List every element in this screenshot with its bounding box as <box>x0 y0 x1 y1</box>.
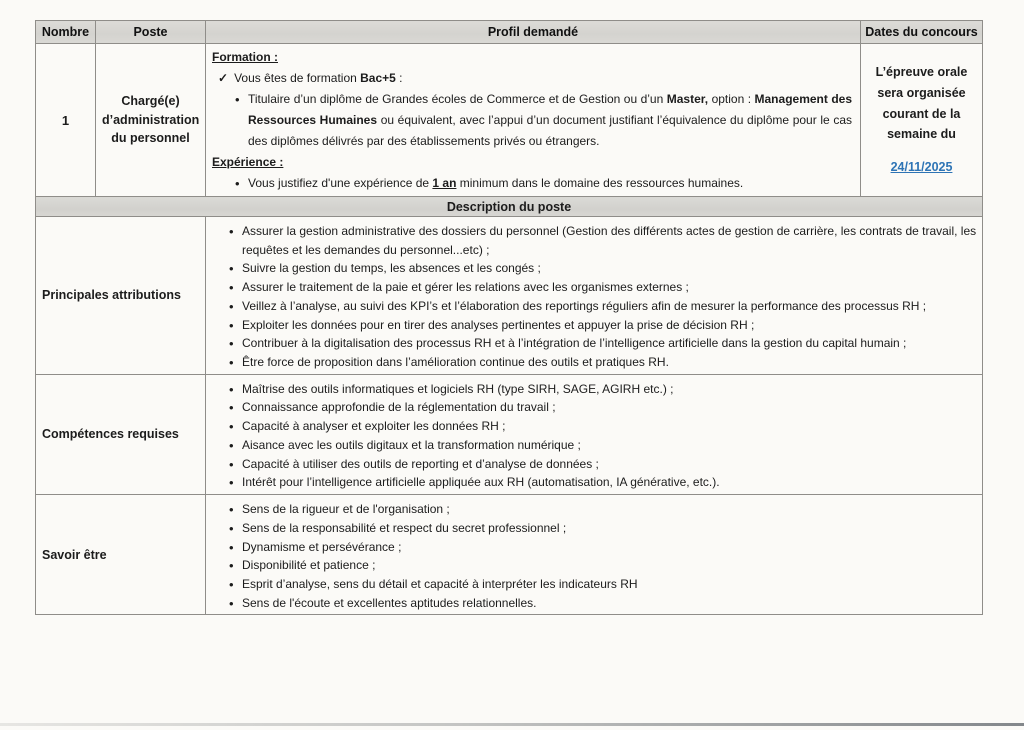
list-item: • Capacité à utiliser des outils de reporting et d’analyse de données ; <box>242 455 978 474</box>
contest-dates-cell <box>861 44 983 197</box>
competences-list <box>242 380 978 492</box>
savoir-etre-list <box>242 500 978 612</box>
description-band-row <box>36 197 983 217</box>
column-header-nombre: Nombre <box>36 21 96 44</box>
contest-dates-text: L’épreuve orale sera organisée courant de la semaine du <box>875 65 968 142</box>
list-item: • Assurer la gestion administrative des dossiers du personnel (Gestion des différents actes de gestion de carrière, les contrats de travail, les requêtes et les demandes du personnel...etc) ; <box>242 222 978 259</box>
list-item: • Aisance avec les outils digitaux et la transformation numérique ; <box>242 436 978 455</box>
list-item: • Être force de proposition dans l’amélioration continue des outils et pratiques RH. <box>242 353 978 372</box>
experience-bullet-list <box>248 173 852 194</box>
attributions-label: Principales attributions <box>36 217 206 375</box>
profile-requirements-cell <box>206 44 861 197</box>
column-header-profil: Profil demandé <box>206 21 861 44</box>
list-item: • Veillez à l’analyse, au suivi des KPI’s et l’élaboration des reportings réguliers afin de mesurer la performance des processus RH ; <box>242 297 978 316</box>
formation-bullet: • Titulaire d’un diplôme de Grandes écoles de Commerce et de Gestion ou d’un Master, option : Management des Ressources Humaines ou équivalent, avec l’appui d’un document justifiant l’équivalence du diplôme pour le cas des diplômes délivrés par des établissements privés ou étrangers. <box>248 89 852 152</box>
job-title-cell: Chargé(e) d’administration du personnel <box>96 44 206 197</box>
column-header-poste: Poste <box>96 21 206 44</box>
list-item: • Intérêt pour l’intelligence artificielle appliquée aux RH (automatisation, IA générative, etc.). <box>242 473 978 492</box>
job-count-cell: 1 <box>36 44 96 197</box>
formation-bullet-list <box>248 89 852 152</box>
attributions-row <box>36 217 983 375</box>
table-header-row <box>36 21 983 44</box>
formation-check-text: Vous êtes de formation Bac+5 : <box>234 71 403 85</box>
list-item: • Capacité à analyser et exploiter les données RH ; <box>242 417 978 436</box>
savoir-etre-row <box>36 495 983 615</box>
competences-content <box>206 374 983 494</box>
list-item: • Dynamisme et persévérance ; <box>242 538 978 557</box>
list-item: • Esprit d’analyse, sens du détail et capacité à interpréter les indicateurs RH <box>242 575 978 594</box>
list-item: • Exploiter les données pour en tirer des analyses pertinentes et appuyer la prise de décision RH ; <box>242 316 978 335</box>
competences-label: Compétences requises <box>36 374 206 494</box>
list-item: • Sens de la responsabilité et respect du secret professionnel ; <box>242 519 978 538</box>
attributions-content <box>206 217 983 375</box>
list-item: • Connaissance approfondie de la réglementation du travail ; <box>242 398 978 417</box>
job-posting-table <box>35 20 983 615</box>
competences-row <box>36 374 983 494</box>
list-item: • Assurer le traitement de la paie et gérer les relations avec les organismes externes ; <box>242 278 978 297</box>
list-item: • Disponibilité et patience ; <box>242 556 978 575</box>
experience-bullet: • Vous justifiez d'une expérience de 1 an minimum dans le domaine des ressources humaines. <box>248 173 852 194</box>
experience-heading: Expérience : <box>212 155 284 169</box>
scan-bottom-edge-line <box>0 723 1024 726</box>
description-section-header: Description du poste <box>36 197 983 217</box>
list-item: • Maîtrise des outils informatiques et logiciels RH (type SIRH, SAGE, AGIRH etc.) ; <box>242 380 978 399</box>
savoir-etre-label: Savoir être <box>36 495 206 615</box>
list-item: • Contribuer à la digitalisation des processus RH et à l’intégration de l’intelligence artificielle dans la gestion du capital humain ; <box>242 334 978 353</box>
contest-date-link: 24/11/2025 <box>890 159 953 174</box>
attributions-list <box>242 222 978 372</box>
list-item: • Sens de l'écoute et excellentes aptitudes relationnelles. <box>242 594 978 613</box>
column-header-dates: Dates du concours <box>861 21 983 44</box>
savoir-etre-content <box>206 495 983 615</box>
formation-heading: Formation : <box>212 50 278 64</box>
checkmark-icon: ✓ <box>218 71 229 85</box>
list-item: • Sens de la rigueur et de l'organisation ; <box>242 500 978 519</box>
formation-check-line <box>212 68 854 89</box>
job-row <box>36 44 983 197</box>
list-item: • Suivre la gestion du temps, les absences et les congés ; <box>242 259 978 278</box>
